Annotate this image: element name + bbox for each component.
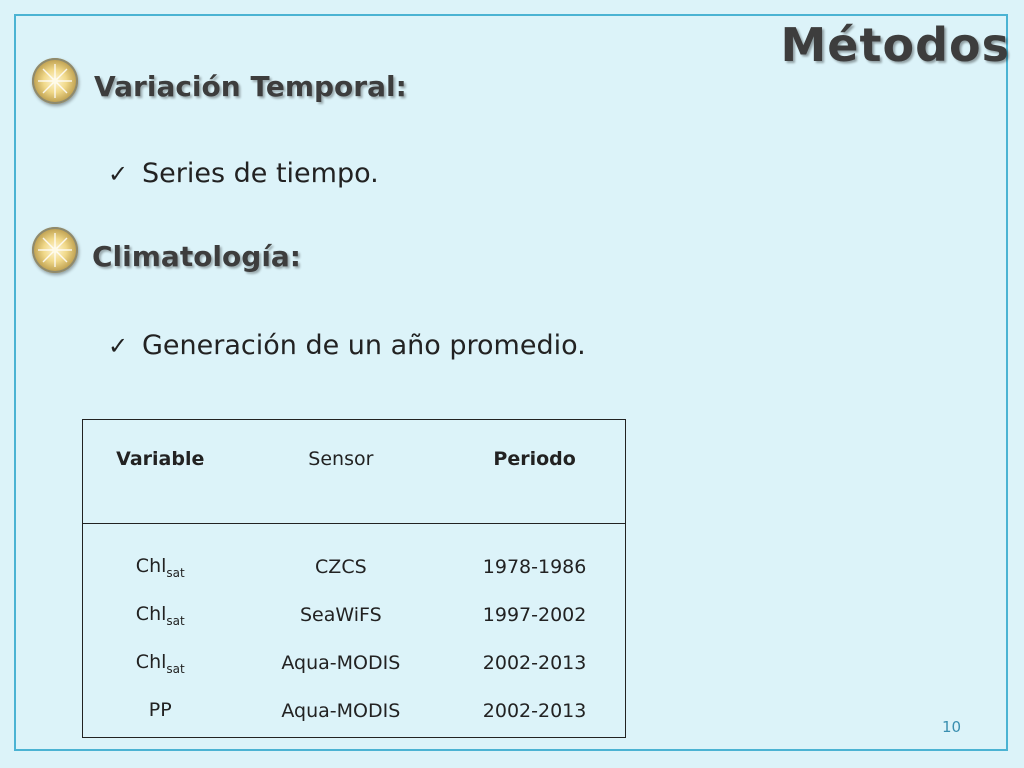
cell-sensor: Aqua-MODIS	[281, 652, 401, 674]
table-row	[83, 524, 626, 592]
citrus-slice-icon	[32, 227, 78, 273]
checkmark-icon: ✓	[108, 160, 129, 188]
cell-sensor: SeaWiFS	[300, 604, 382, 626]
checkmark-icon: ✓	[108, 332, 129, 360]
table-row	[83, 687, 626, 735]
cell-sensor: Aqua-MODIS	[281, 700, 401, 722]
cell-periodo: 2002-2013	[482, 700, 587, 722]
cell-periodo: 1978-1986	[482, 556, 587, 578]
cell-periodo: 2002-2013	[482, 652, 587, 674]
citrus-slice-icon	[32, 58, 78, 104]
column-header-sensor: Sensor	[238, 420, 445, 524]
table-row	[83, 591, 626, 639]
section-heading-climatologia: Climatología:	[92, 240, 302, 273]
cell-variable: PP	[148, 698, 172, 721]
list-item-text: Series de tiempo.	[142, 158, 379, 189]
cell-sensor: CZCS	[315, 556, 367, 578]
cell-variable: Chl$_{sat}$	[135, 554, 185, 580]
slide-title: Métodos	[780, 18, 1010, 72]
table-header-row	[83, 420, 626, 524]
table-row	[83, 639, 626, 687]
page-number: 10	[942, 718, 962, 736]
sensor-table	[82, 419, 626, 738]
list-item-generacion	[108, 330, 586, 361]
column-header-periodo: Periodo	[444, 420, 625, 524]
column-header-variable: Variable	[83, 420, 238, 524]
section-heading-variacion: Variación Temporal:	[94, 70, 407, 103]
cell-variable: Chl$_{sat}$	[135, 602, 185, 628]
list-item-text: Generación de un año promedio.	[142, 330, 586, 361]
list-item-series	[108, 158, 379, 189]
cell-variable: Chl$_{sat}$	[135, 650, 185, 676]
cell-periodo: 1997-2002	[482, 604, 587, 626]
